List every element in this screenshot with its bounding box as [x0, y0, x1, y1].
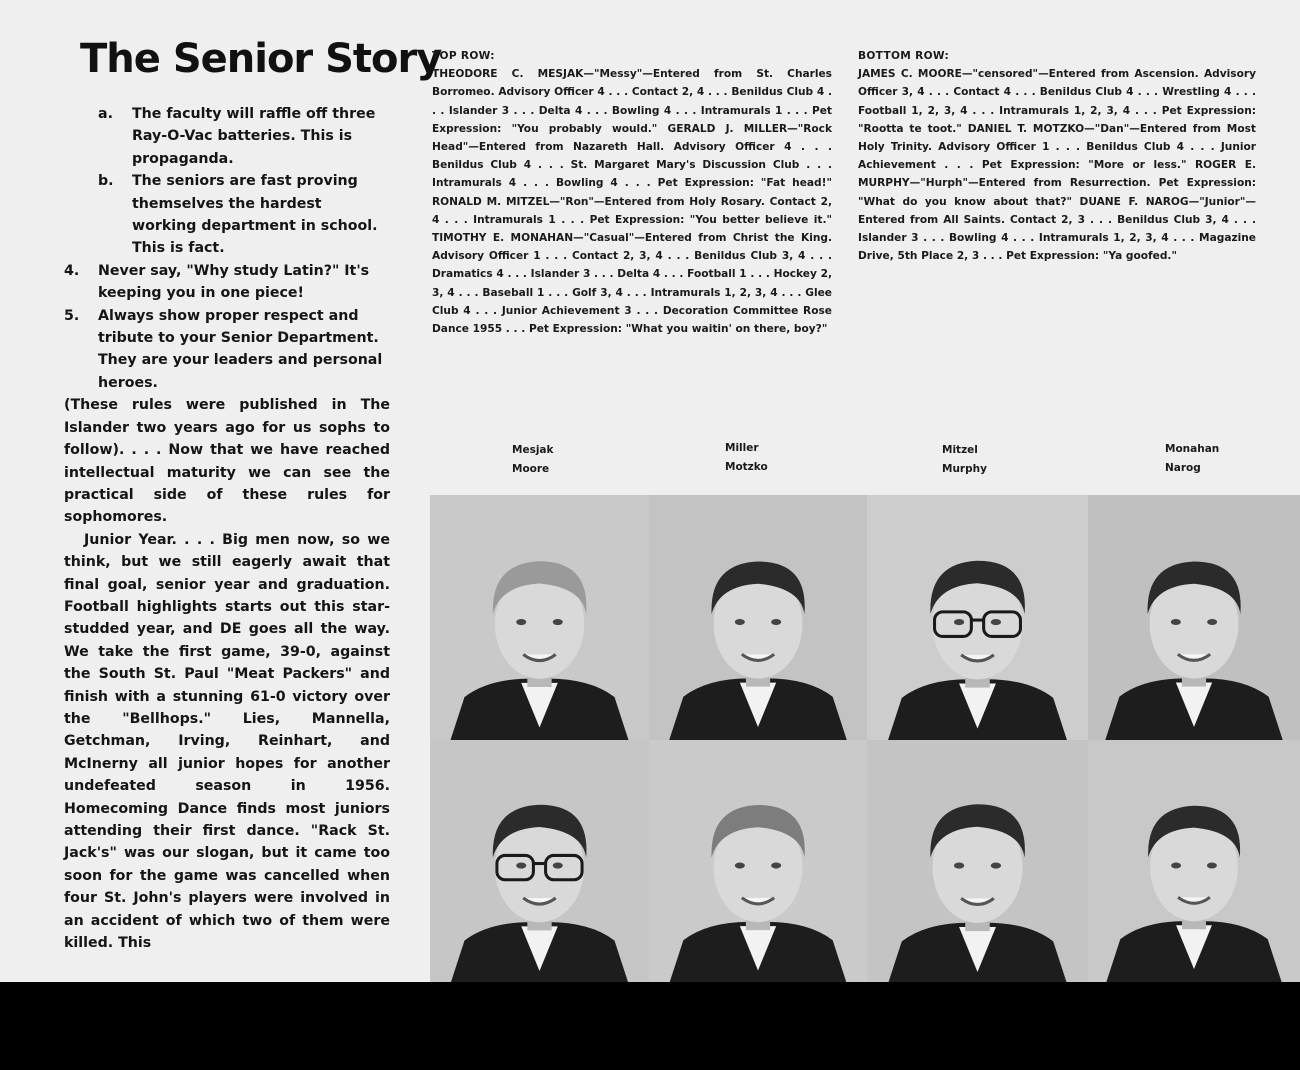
bottom-row-text: JAMES C. MOORE—"censored"—Entered from Ascension. Advisory Officer 3, 4 . . . Contact 4 . . . Benildus Club 4 . . . Wrestling 4 . . . Football 1, 2, 3, 4 . . . Intramurals 1, 2, 3, 4 . . . Pet Expression: "Rootta te toot." DANIEL T. MOTZKO—"Dan"—Entered from Most Holy Trinity. Advisory Officer 1 . . . Benildus Club 4 . . . Junior Achievement . . . Pet Expression: "More or less." ROGER E. MURPHY—"Hurph"—Entered from Resurrection. Pet Expression: "What do you know about that?" DUANE F. NAROG—"Junior"—Entered from All Saints. Contact 2, 3 . . . Benildus Club 3, 4 . . . Islander 3 . . . Bowling 4 . . . Intramurals 1, 2, 3, 4 . . . Magazine Drive, 5th Place 2, 3 . . . Pet Expression: "Ya goofed.": [858, 68, 1256, 263]
portrait-photo: [1088, 495, 1300, 740]
name-label-top: Miller: [725, 442, 759, 454]
name-label-bottom: Motzko: [725, 461, 768, 473]
name-label-top: Mesjak: [512, 444, 554, 456]
name-label-column-1: [512, 441, 554, 479]
portrait-grid: [430, 495, 1300, 982]
bottom-bar: [0, 982, 1300, 1070]
rule-marker: a.: [98, 106, 113, 122]
rule-text: The faculty will raffle off three Ray-O-Vac batteries. This is propaganda.: [132, 106, 376, 167]
top-row-heading: TOP ROW:: [432, 50, 495, 62]
rule-text: Always show proper respect and tribute to your Senior Department. They are your leaders and personal heroes.: [98, 307, 383, 391]
name-label-bottom: Moore: [512, 463, 550, 475]
rule-marker: 5.: [64, 307, 80, 324]
portrait-photo: [430, 740, 649, 982]
page-title: The Senior Story: [80, 36, 442, 82]
portrait-photo: [867, 740, 1088, 982]
portrait-photo: [1088, 740, 1300, 982]
portrait-moore: [430, 740, 649, 982]
bottom-row-bios: [858, 47, 1256, 265]
rule-item: [98, 103, 390, 170]
rule-marker: b.: [98, 173, 114, 190]
story-paragraph: Junior Year. . . . Big men now, so we think, but we still eagerly await that final goal, senior year and graduation. Football highlights starts out this star-studded year, and DE goes all the way. We take the first game, 39-0, against the South St. Paul "Meat Packers" and finish with a stunning 61-0 victory over the "Bellhops." Lies, Mannella, Getchman, Irving, Reinhart, and McInerny all junior hopes for another undefeated season in 1956. Homecoming Dance finds most juniors attending their first dance. "Rack St. Jack's" was our slogan, but it came too soon for the game was cancelled when four St. John's players were involved in an accident of which two of them were killed. This: [64, 531, 390, 952]
portrait-photo: [430, 495, 649, 740]
portrait-motzko: [649, 740, 867, 982]
portrait-photo: [867, 495, 1088, 740]
name-label-bottom: Murphy: [942, 463, 987, 475]
rule-item: [64, 260, 390, 305]
portrait-miller: [649, 495, 867, 740]
portrait-mitzel: [867, 495, 1088, 740]
rule-item: [98, 170, 390, 260]
rule-text: Never say, "Why study Latin?" It's keeping you in one piece!: [98, 262, 370, 302]
name-label-top: Mitzel: [942, 444, 978, 456]
portrait-mesjak: [430, 495, 649, 740]
senior-story-column: [64, 103, 390, 954]
name-label-top: Monahan: [1165, 443, 1220, 455]
name-label-column-4: [1165, 440, 1219, 478]
portrait-narog: [1088, 740, 1300, 982]
portrait-monahan: [1088, 495, 1300, 740]
rule-item: [64, 305, 390, 395]
portrait-photo: [649, 740, 867, 982]
name-label-column-3: [942, 441, 987, 479]
bottom-row-heading: BOTTOM ROW:: [858, 50, 950, 62]
name-label-column-2: [725, 439, 768, 477]
story-paragraph: (These rules were published in The Islander two years ago for us sophs to follow). . . . Now that we have reached intellectual maturity we can see the practical side of these rules for sophomores.: [64, 397, 390, 526]
portrait-murphy: [867, 740, 1088, 982]
rule-text: The seniors are fast proving themselves the hardest working department in school. This is fact.: [132, 173, 378, 257]
top-row-text: THEODORE C. MESJAK—"Messy"—Entered from St. Charles Borromeo. Advisory Officer 4 . . . Contact 2, 4 . . . Benildus Club 4 . . . Islander 3 . . . Delta 4 . . . Bowling 4 . . . Intramurals 1 . . . Pet Expression: "You probably would." GERALD J. MILLER—"Rock Head"—Entered from Nazareth Hall. Advisory Officer 4 . . . Benildus Club 4 . . . St. Margaret Mary's Discussion Club . . . Intramurals 4 . . . Bowling 4 . . . Pet Expression: "Fat head!" RONALD M. MITZEL—"Ron"—Entered from Holy Rosary. Contact 2, 4 . . . Intramurals 1 . . . Pet Expression: "You better believe it." TIMOTHY E. MONAHAN—"Casual"—Entered from Christ the King. Advisory Officer 1 . . . Contact 2, 3, 4 . . . Benildus Club 3, 4 . . . Dramatics 4 . . . Islander 3 . . . Delta 4 . . . Football 1 . . . Hockey 2, 3, 4 . . . Baseball 1 . . . Golf 3, 4 . . . Intramurals 1, 2, 3, 4 . . . Glee Club 4 . . . Junior Achievement 3 . . . Decoration Committee Rose Dance 1955 . . . Pet Expression: "What you waitin' on there, boy?": [432, 68, 832, 336]
name-label-bottom: Narog: [1165, 462, 1201, 474]
top-row-bios: [432, 47, 832, 338]
portrait-photo: [649, 495, 867, 740]
rule-marker: 4.: [64, 262, 80, 279]
